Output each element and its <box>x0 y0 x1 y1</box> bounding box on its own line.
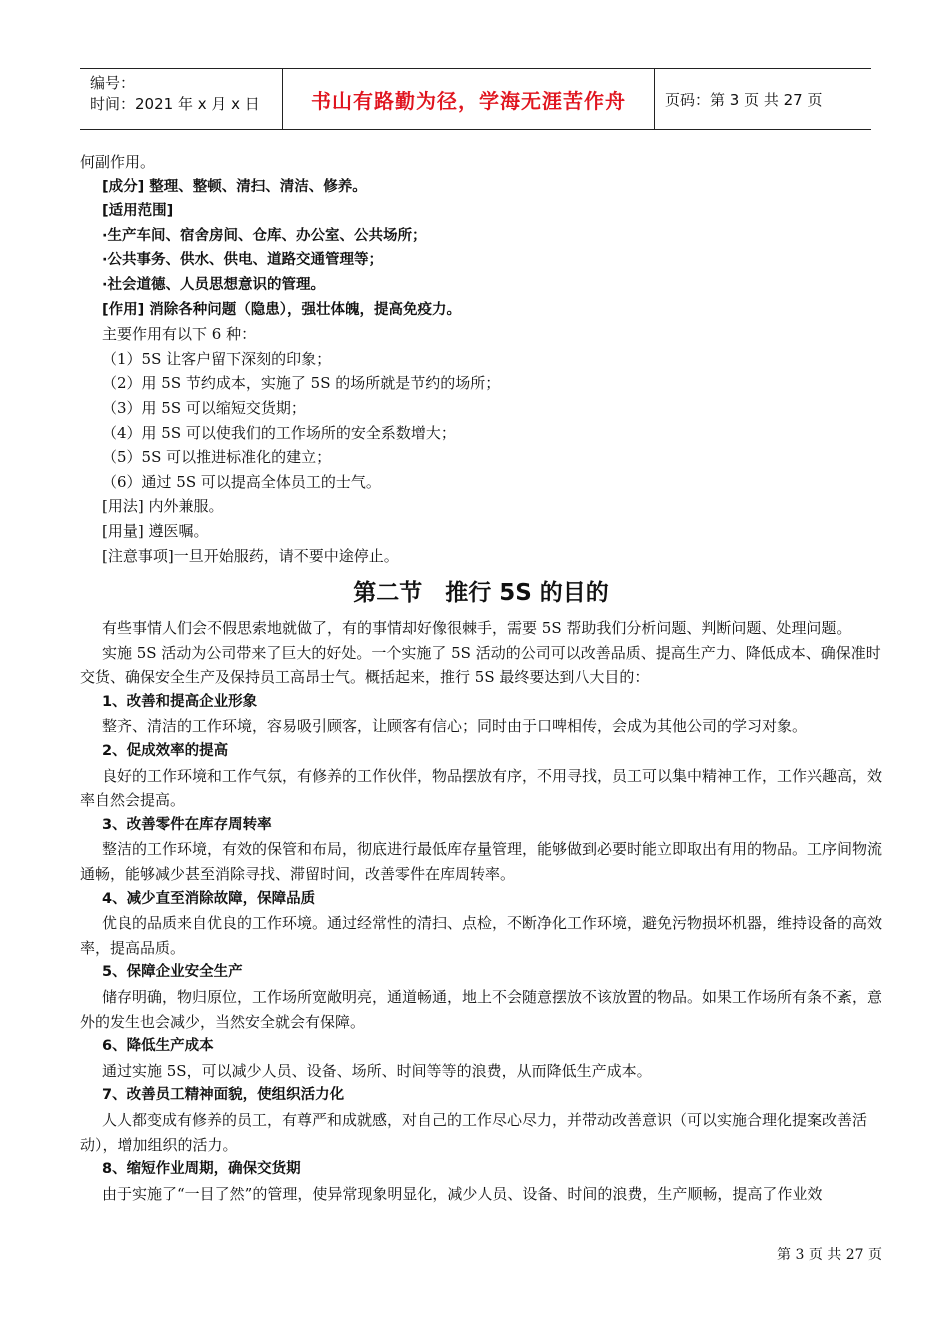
scope-item: ·公共事务、供水、供电、道路交通管理等； <box>102 252 384 269</box>
header-meta <box>80 69 282 129</box>
paragraph: 由于实施了“一目了然”的管理，使异常现象明显化，减少人员、设备、时间的浪费，生产顺畅，提高了作业效 <box>102 1184 823 1203</box>
paragraph: 良好的工作环境和工作气氛，有修养的工作伙伴，物品摆放有序，不用寻找，员工可以集中精神工作，工作兴趣高，效率自然会提高。 <box>80 766 883 810</box>
paragraph: 优良的品质来自优良的工作环境。通过经常性的清扫、点检，不断净化工作环境，避免污物损坏机器，维持设备的高效率，提高品质。 <box>80 914 883 957</box>
header-motto: 书山有路勤为径，学海无涯苦作舟 <box>311 88 626 113</box>
effect-item: （2）用 5S 节约成本，实施了 5S 的场所就是节约的场所； <box>102 374 501 393</box>
text-line: 何副作用。 <box>80 153 156 171</box>
effect-item: （1）5S 让客户留下深刻的印象； <box>102 349 332 368</box>
notes-line: [注意事项]一旦开始服药，请不要中途停止。 <box>102 546 399 565</box>
effect-item: （4）用 5S 可以使我们的工作场所的安全系数增大； <box>102 423 456 442</box>
paragraph: 储存明确，物归原位，工作场所宽敞明亮，通道畅通，地上不会随意摆放不该放置的物品。如果工作场所有条不紊，意外的发生也会减少，当然安全就会有保障。 <box>80 988 883 1031</box>
usage-line: [用法] 内外兼服。 <box>102 497 224 516</box>
purpose-heading: 6、降低生产成本 <box>102 1038 214 1055</box>
date-label: 时间：2021 年 x 月 x 日 <box>90 95 260 113</box>
scope-heading: [适用范围] <box>102 203 174 220</box>
scope-item: ·生产车间、宿舍房间、仓库、办公室、公共场所； <box>102 227 427 244</box>
ingredients-line: [成分] 整理、整顿、清扫、清洁、修养。 <box>102 178 367 195</box>
effect-item: （3）用 5S 可以缩短交货期； <box>102 398 306 417</box>
paragraph: 有些事情人们会不假思索地就做了，有的事情却好像很棘手，需要 5S 帮助我们分析问题、判断问题、处理问题。 <box>102 619 852 638</box>
dosage-line: [用量] 遵医嘱。 <box>102 521 209 540</box>
purpose-heading: 7、改善员工精神面貌，使组织活力化 <box>102 1087 345 1104</box>
header-motto-cell <box>282 69 655 129</box>
paragraph: 人人都变成有修养的员工，有尊严和成就感，对自己的工作尽心尽力，并带动改善意识（可以实施合理化提案改善活动），增加组织的活力。 <box>80 1110 868 1154</box>
paragraph: 实施 5S 活动为公司带来了巨大的好处。一个实施了 5S 活动的公司可以改善品质、提高生产力、降低成本、确保准时交货、确保安全生产及保持员工高昂士气。概括起来，推行 5S 最终要达到八大目的： <box>80 643 881 687</box>
page-footer: 第 3 页 共 27 页 <box>777 1247 882 1263</box>
purpose-heading: 2、促成效率的提高 <box>102 743 229 760</box>
text-line: 主要作用有以下 6 种： <box>102 325 257 344</box>
effect-item: （6）通过 5S 可以提高全体员工的士气。 <box>102 472 381 491</box>
purpose-heading: 5、保障企业安全生产 <box>102 964 243 981</box>
effect-item: （5）5S 可以推进标准化的建立； <box>102 448 332 467</box>
effect-line: [作用] 消除各种问题（隐患），强壮体魄，提高免疫力。 <box>102 301 462 318</box>
scope-item: ·社会道德、人员思想意识的管理。 <box>102 276 326 293</box>
purpose-heading: 4、减少直至消除故障，保障品质 <box>102 890 316 907</box>
header-page-info: 页码：第 3 页 共 27 页 <box>665 90 823 109</box>
purpose-heading: 8、缩短作业周期，确保交货期 <box>102 1161 301 1178</box>
page-header <box>80 68 871 130</box>
purpose-heading: 1、改善和提高企业形象 <box>102 693 258 710</box>
document-body <box>80 150 882 1206</box>
purpose-heading: 3、改善零件在库存周转率 <box>102 816 272 833</box>
section-title: 第二节 推行 5S 的目的 <box>353 580 609 607</box>
paragraph: 整洁的工作环境，有效的保管和布局，彻底进行最低库存量管理，能够做到必要时能立即取出有用的物品。工序间物流通畅，能够减少甚至消除寻找、滞留时间，改善零件在库周转率。 <box>80 840 883 884</box>
number-label: 编号： <box>90 74 136 92</box>
paragraph: 通过实施 5S，可以减少人员、设备、场所、时间等等的浪费，从而降低生产成本。 <box>102 1061 652 1080</box>
paragraph: 整齐、清洁的工作环境，容易吸引顾客，让顾客有信心；同时由于口啤相传，会成为其他公司的学习对象。 <box>102 717 808 736</box>
